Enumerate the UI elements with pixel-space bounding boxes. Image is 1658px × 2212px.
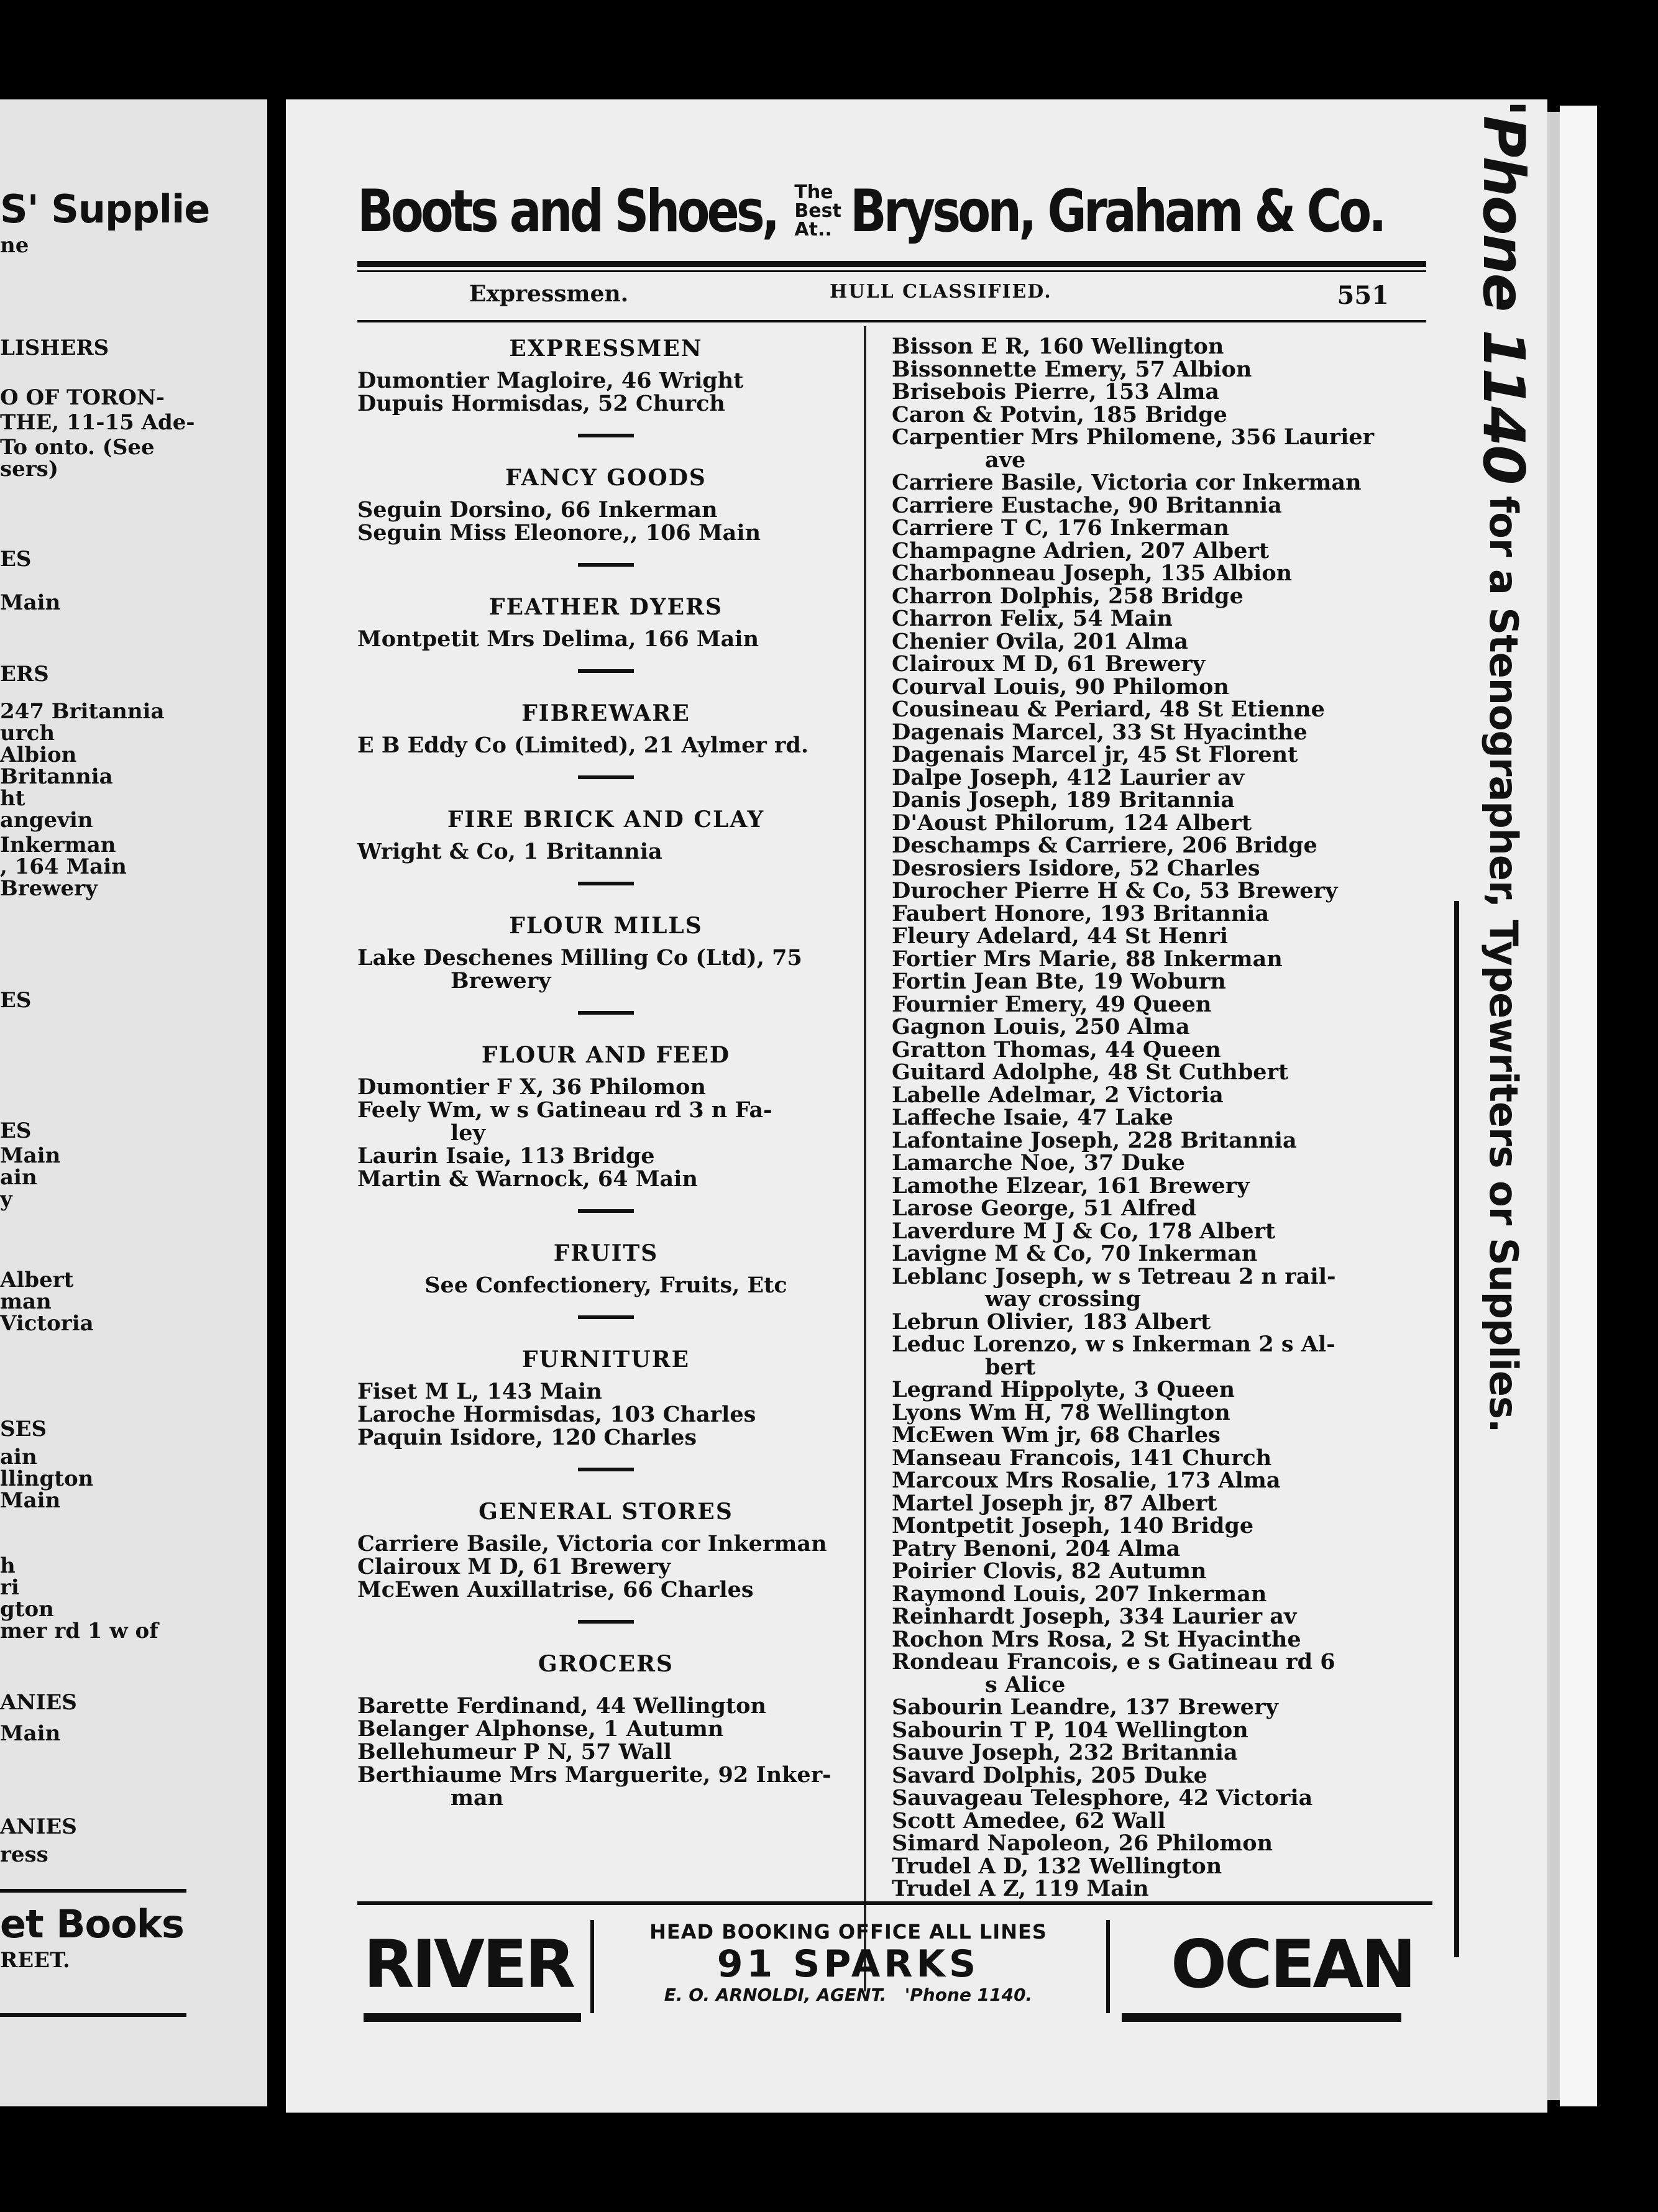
section-divider bbox=[578, 434, 634, 437]
listing-entry: Durocher Pierre H & Co, 53 Brewery bbox=[892, 878, 1338, 903]
listing-entry: ave bbox=[985, 447, 1026, 473]
listing-entry: Simard Napoleon, 26 Philomon bbox=[892, 1830, 1273, 1856]
listing-entry: Berthiaume Mrs Marguerite, 92 Inker- bbox=[357, 1762, 831, 1788]
footer-ocean: OCEAN bbox=[1170, 1926, 1414, 2003]
section-heading: FRUITS bbox=[553, 1240, 659, 1266]
listing-entry: Larose George, 51 Alfred bbox=[892, 1195, 1196, 1221]
fragment-text: ANIES bbox=[0, 1690, 77, 1715]
side-advertisement-text bbox=[1470, 99, 1537, 1433]
fragment-text: Victoria bbox=[0, 1311, 94, 1336]
section-heading: GROCERS bbox=[538, 1651, 674, 1677]
listing-entry: Fortin Jean Bte, 19 Woburn bbox=[892, 969, 1226, 994]
listing-entry: Bellehumeur P N, 57 Wall bbox=[357, 1739, 672, 1765]
listing-entry: Carriere Basile, Victoria cor Inkerman bbox=[892, 470, 1362, 495]
listing-entry: Cousineau & Periard, 48 St Etienne bbox=[892, 697, 1325, 722]
fragment-text: Main bbox=[0, 1143, 61, 1168]
listing-entry: Martin & Warnock, 64 Main bbox=[357, 1166, 698, 1192]
listing-entry: Lake Deschenes Milling Co (Ltd), 75 bbox=[357, 945, 802, 971]
listing-entry: Charron Felix, 54 Main bbox=[892, 606, 1173, 631]
section-divider bbox=[578, 1315, 634, 1319]
listing-entry: Sabourin T P, 104 Wellington bbox=[892, 1717, 1248, 1743]
footer-ocean-underline bbox=[1122, 2013, 1401, 2022]
fragment-text: ain bbox=[0, 1165, 37, 1190]
footer-rule bbox=[357, 1901, 1432, 1905]
fragment-text: ERS bbox=[0, 662, 49, 687]
listing-entry: Brewery bbox=[451, 968, 551, 994]
listing-entry: Gagnon Louis, 250 Alma bbox=[892, 1014, 1190, 1040]
side-ad-phone: 'Phone 1140 bbox=[1470, 99, 1537, 484]
fragment-text: Albert bbox=[0, 1268, 74, 1292]
fragment-text: Main bbox=[0, 1721, 61, 1746]
fragment-text: O OF TORON- bbox=[0, 385, 165, 410]
listing-entry: Laurin Isaie, 113 Bridge bbox=[357, 1143, 655, 1169]
fragment-text: urch bbox=[0, 721, 55, 746]
listing-entry: Dumontier F X, 36 Philomon bbox=[357, 1074, 706, 1100]
listing-entry: Laffeche Isaie, 47 Lake bbox=[892, 1105, 1173, 1130]
listing-entry: D'Aoust Philorum, 124 Albert bbox=[892, 810, 1252, 836]
fragment-text: ne bbox=[0, 233, 29, 258]
footer-river-underline bbox=[364, 2013, 581, 2022]
section bbox=[357, 807, 854, 885]
fragment-text: sers) bbox=[0, 457, 58, 482]
footer-booking-office bbox=[600, 1920, 1097, 2005]
listing-entry: Lavigne M & Co, 70 Inkerman bbox=[892, 1241, 1258, 1266]
listing-entry: Faubert Honore, 193 Britannia bbox=[892, 900, 1270, 926]
section-heading: FLOUR AND FEED bbox=[481, 1042, 731, 1068]
listing-entry: Lamarche Noe, 37 Duke bbox=[892, 1150, 1185, 1176]
page-edge bbox=[1547, 112, 1560, 2100]
listing-entry: Gratton Thomas, 44 Queen bbox=[892, 1036, 1221, 1063]
listing-entry: Labelle Adelmar, 2 Victoria bbox=[892, 1082, 1224, 1108]
listing-entry: Deschamps & Carriere, 206 Bridge bbox=[892, 833, 1317, 858]
listing-entry: Dupuis Hormisdas, 52 Church bbox=[357, 391, 725, 416]
column-divider bbox=[864, 326, 866, 1991]
listing-entry: Guitard Adolphe, 48 St Cuthbert bbox=[892, 1059, 1289, 1085]
listing-entry: Fiset M L, 143 Main bbox=[357, 1379, 602, 1404]
section bbox=[357, 465, 854, 567]
listing-entry: Manseau Francois, 141 Church bbox=[892, 1445, 1272, 1471]
listing-entry: Chenier Ovila, 201 Alma bbox=[892, 628, 1189, 654]
section-heading: EXPRESSMEN bbox=[509, 336, 703, 362]
listing-entry: Lebrun Olivier, 183 Albert bbox=[892, 1309, 1211, 1335]
banner-small-text: The Best At.. bbox=[794, 181, 841, 240]
listing-entry: Dagenais Marcel jr, 45 St Florent bbox=[892, 742, 1298, 767]
listing-entry: Laroche Hormisdas, 103 Charles bbox=[357, 1402, 756, 1427]
banner-right-text: Bryson, Graham & Co. bbox=[850, 177, 1384, 245]
fragment-text: llington bbox=[0, 1466, 94, 1491]
section bbox=[357, 1651, 854, 1816]
listing-entry: Belanger Alphonse, 1 Autumn bbox=[357, 1716, 724, 1742]
listing-entry: Leblanc Joseph, w s Tetreau 2 n rail- bbox=[892, 1263, 1336, 1289]
section-heading: FANCY GOODS bbox=[505, 465, 707, 491]
section-heading: FLOUR MILLS bbox=[509, 913, 703, 939]
section-divider bbox=[578, 669, 634, 673]
banner-left-text: Boots and Shoes, bbox=[357, 177, 777, 245]
banner-rule bbox=[357, 261, 1426, 267]
fragment-text: angevin bbox=[0, 808, 93, 833]
listing-entry: way crossing bbox=[985, 1286, 1142, 1312]
section bbox=[357, 336, 854, 437]
listing-entry: Paquin Isidore, 120 Charles bbox=[357, 1425, 697, 1450]
fragment-text: REET. bbox=[0, 1948, 70, 1973]
listing-entry: Bissonnette Emery, 57 Albion bbox=[892, 356, 1252, 382]
listing-entry: Sauvageau Telesphore, 42 Victoria bbox=[892, 1785, 1313, 1811]
listing-entry: Martel Joseph jr, 87 Albert bbox=[892, 1490, 1217, 1516]
listing-entry: E B Eddy Co (Limited), 21 Aylmer rd. bbox=[357, 733, 809, 758]
fragment-text: Inkerman bbox=[0, 833, 116, 857]
listing-entry: Fleury Adelard, 44 St Henri bbox=[892, 923, 1229, 949]
left-column bbox=[357, 336, 854, 1816]
listing-entry: Savard Dolphis, 205 Duke bbox=[892, 1762, 1207, 1788]
listing-entry: Brisebois Pierre, 153 Alma bbox=[892, 379, 1220, 404]
listing-entry: Seguin Miss Eleonore,, 106 Main bbox=[357, 520, 761, 546]
listing-entry: Poirier Clovis, 82 Autumn bbox=[892, 1558, 1207, 1584]
section-divider bbox=[578, 563, 634, 567]
listing-entry: Rochon Mrs Rosa, 2 St Hyacinthe bbox=[892, 1626, 1301, 1652]
side-ad-rule bbox=[1454, 901, 1459, 1957]
side-ad-rest: for a Stenographer, Typewriters or Supplies. bbox=[1481, 496, 1527, 1433]
listing-entry: Sauve Joseph, 232 Britannia bbox=[892, 1740, 1238, 1765]
fragment-text: Albion bbox=[0, 743, 77, 767]
directory-page bbox=[286, 99, 1547, 2113]
section bbox=[357, 1240, 854, 1319]
section-heading: GENERAL STORES bbox=[479, 1499, 733, 1525]
listing-entry: Montpetit Joseph, 140 Bridge bbox=[892, 1513, 1254, 1538]
section-divider bbox=[578, 1468, 634, 1471]
section bbox=[357, 1042, 854, 1213]
section-divider bbox=[578, 882, 634, 885]
listing-entry: Carpentier Mrs Philomene, 356 Laurier bbox=[892, 424, 1375, 450]
fragment-text: man bbox=[0, 1289, 52, 1314]
fragment-text: mer rd 1 w of bbox=[0, 1619, 158, 1643]
listing-entry: Trudel A D, 132 Wellington bbox=[892, 1853, 1222, 1879]
fragment-text: S' Supplie bbox=[0, 186, 210, 232]
section bbox=[357, 1346, 854, 1471]
footer-address: 91 SPARKS bbox=[717, 1942, 980, 1986]
fragment-text: ES bbox=[0, 1118, 32, 1143]
listing-entry: Wright & Co, 1 Britannia bbox=[357, 839, 662, 864]
listing-entry: Montpetit Mrs Delima, 166 Main bbox=[357, 626, 759, 652]
footer-divider-right bbox=[1106, 1920, 1110, 2013]
fragment-rule bbox=[0, 2013, 186, 2017]
section-divider bbox=[578, 1209, 634, 1213]
listing-entry: Dumontier Magloire, 46 Wright bbox=[357, 368, 744, 393]
fragment-text: Brewery bbox=[0, 876, 98, 901]
fragment-text: 247 Britannia bbox=[0, 699, 165, 724]
fragment-text: Main bbox=[0, 590, 61, 615]
listing-entry: Bisson E R, 160 Wellington bbox=[892, 334, 1224, 359]
listing-entry: Fortier Mrs Marie, 88 Inkerman bbox=[892, 946, 1283, 972]
listing-entry: Dagenais Marcel, 33 St Hyacinthe bbox=[892, 719, 1308, 745]
fragment-text: ht bbox=[0, 786, 25, 811]
fragment-text: LISHERS bbox=[0, 336, 109, 360]
listing-entry: Marcoux Mrs Rosalie, 173 Alma bbox=[892, 1468, 1281, 1493]
listing-entry: Lafontaine Joseph, 228 Britannia bbox=[892, 1127, 1297, 1153]
listing-entry: Champagne Adrien, 207 Albert bbox=[892, 537, 1270, 564]
running-header bbox=[357, 281, 1426, 318]
fragment-text: ri bbox=[0, 1575, 19, 1600]
header-banner bbox=[357, 168, 1426, 255]
listing-entry: Clairoux M D, 61 Brewery bbox=[357, 1554, 671, 1579]
listing-entry: Carriere Basile, Victoria cor Inkerman bbox=[357, 1531, 827, 1556]
fragment-text: To onto. (See bbox=[0, 435, 155, 460]
listing-entry: Dalpe Joseph, 412 Laurier av bbox=[892, 764, 1245, 790]
listing-entry: Laverdure M J & Co, 178 Albert bbox=[892, 1218, 1276, 1244]
listing-entry: Barette Ferdinand, 44 Wellington bbox=[357, 1693, 766, 1719]
listing-entry: man bbox=[451, 1785, 504, 1811]
listing-entry: Desrosiers Isidore, 52 Charles bbox=[892, 855, 1260, 881]
section-heading: FEATHER DYERS bbox=[489, 594, 723, 620]
fragment-text: ain bbox=[0, 1445, 37, 1469]
listing-entry: bert bbox=[985, 1354, 1036, 1380]
fragment-text: THE, 11-15 Ade- bbox=[0, 410, 195, 435]
listing-entry: Patry Benoni, 204 Alma bbox=[892, 1535, 1181, 1561]
fragment-text: gton bbox=[0, 1597, 54, 1622]
listing-entry: ley bbox=[451, 1120, 485, 1146]
listing-entry: Trudel A Z, 119 Main bbox=[892, 1876, 1149, 1901]
listing-entry: Feely Wm, w s Gatineau rd 3 n Fa- bbox=[357, 1097, 772, 1123]
listing-entry: Raymond Louis, 207 Inkerman bbox=[892, 1581, 1267, 1607]
section-heading: FIRE BRICK AND CLAY bbox=[447, 807, 765, 833]
page-number: 551 bbox=[1337, 281, 1389, 310]
fragment-text: h bbox=[0, 1553, 16, 1578]
fragment-text: Britannia bbox=[0, 764, 113, 789]
fragment-text: , 164 Main bbox=[0, 854, 127, 879]
listing-entry: McEwen Auxillatrise, 66 Charles bbox=[357, 1577, 754, 1602]
running-header-rule bbox=[357, 320, 1426, 322]
section bbox=[357, 1499, 854, 1624]
side-advertisement bbox=[1470, 99, 1537, 1715]
page-edge-light bbox=[1560, 106, 1597, 2106]
fragment-text: ress bbox=[0, 1842, 48, 1867]
listing-entry: Lyons Wm H, 78 Wellington bbox=[892, 1399, 1230, 1425]
section bbox=[357, 913, 854, 1015]
fragment-text: Main bbox=[0, 1488, 61, 1513]
footer-head-office: HEAD BOOKING OFFICE ALL LINES bbox=[649, 1920, 1047, 1944]
fragment-text: y bbox=[0, 1187, 12, 1212]
section-heading: FIBREWARE bbox=[521, 700, 690, 726]
footer-river: RIVER bbox=[364, 1926, 574, 2003]
listing-entry: Charbonneau Joseph, 135 Albion bbox=[892, 560, 1293, 586]
listing-entry: Carriere T C, 176 Inkerman bbox=[892, 515, 1229, 541]
running-center: HULL CLASSIFIED. bbox=[830, 281, 1052, 303]
listing-entry: s Alice bbox=[985, 1671, 1066, 1698]
fragment-text: ANIES bbox=[0, 1814, 77, 1839]
footer-advertisement bbox=[357, 1901, 1432, 2032]
section-divider bbox=[578, 1620, 634, 1624]
listing-entry: Charron Dolphis, 258 Bridge bbox=[892, 583, 1244, 609]
listing-entry: Leduc Lorenzo, w s Inkerman 2 s Al- bbox=[892, 1332, 1335, 1357]
section-heading: FURNITURE bbox=[521, 1346, 690, 1373]
listing-entry: See Confectionery, Fruits, Etc bbox=[424, 1273, 787, 1298]
listing-entry: McEwen Wm jr, 68 Charles bbox=[892, 1422, 1221, 1448]
listing-entry: Lamothe Elzear, 161 Brewery bbox=[892, 1172, 1250, 1199]
listing-entry: Seguin Dorsino, 66 Inkerman bbox=[357, 497, 718, 523]
adjacent-page-fragment bbox=[0, 99, 267, 2106]
listing-entry: Rondeau Francois, e s Gatineau rd 6 bbox=[892, 1649, 1335, 1675]
fragment-text: et Books bbox=[0, 1901, 184, 1947]
listing-entry: Caron & Potvin, 185 Bridge bbox=[892, 401, 1227, 427]
listing-entry: Carriere Eustache, 90 Britannia bbox=[892, 492, 1282, 518]
footer-agent-line: E. O. ARNOLDI, AGENT. 'Phone 1140. bbox=[664, 1985, 1033, 2005]
listing-entry: Courval Louis, 90 Philomon bbox=[892, 674, 1229, 700]
section bbox=[357, 700, 854, 779]
right-column bbox=[892, 336, 1451, 1901]
section-divider bbox=[578, 775, 634, 779]
listing-entry: Danis Joseph, 189 Britannia bbox=[892, 787, 1235, 813]
section bbox=[357, 594, 854, 673]
listing-entry: Legrand Hippolyte, 3 Queen bbox=[892, 1377, 1235, 1402]
fragment-text: SES bbox=[0, 1417, 47, 1442]
listing-entry: Fournier Emery, 49 Queen bbox=[892, 991, 1212, 1017]
fragment-text: ES bbox=[0, 547, 32, 572]
fragment-text: ES bbox=[0, 988, 32, 1013]
footer-divider-left bbox=[590, 1920, 594, 2013]
listing-entry: Scott Amedee, 62 Wall bbox=[892, 1808, 1166, 1834]
section-divider bbox=[578, 1011, 634, 1015]
listing-entry: Sabourin Leandre, 137 Brewery bbox=[892, 1694, 1278, 1720]
banner-rule-thin bbox=[357, 270, 1426, 272]
listing-entry: Clairoux M D, 61 Brewery bbox=[892, 651, 1206, 677]
fragment-rule bbox=[0, 1889, 186, 1893]
listing-entry: Reinhardt Joseph, 334 Laurier av bbox=[892, 1604, 1297, 1629]
running-left: Expressmen. bbox=[469, 281, 629, 307]
